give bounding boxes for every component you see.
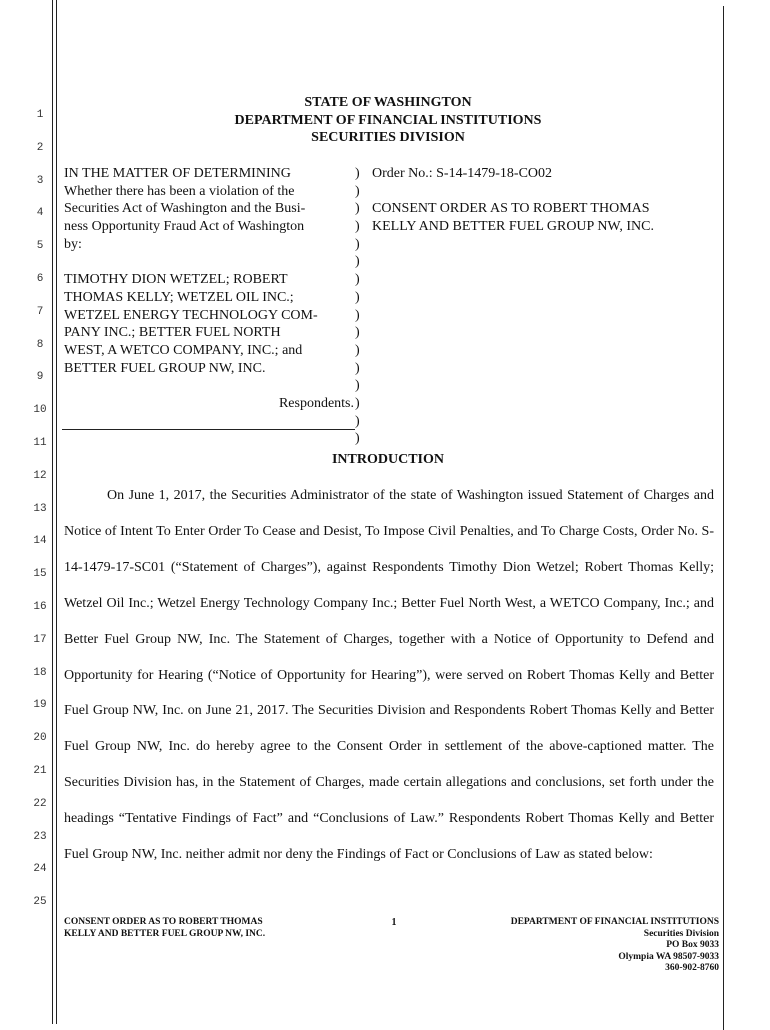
matter-line: Securities Act of Washington and the Busi- [64, 201, 306, 217]
caption-order-block [372, 165, 717, 236]
respondent-line: PANY INC.; BETTER FUEL NORTH [64, 325, 281, 341]
matter-line: IN THE MATTER OF DETERMINING [64, 166, 291, 181]
introduction-paragraph: On June 1, 2017, the Securities Administrator of the state of Washington issued Statement of Charges and Notice of Intent To Enter Order To Cease and Desist, To Impose Civil Penalties, and To Charge Costs, Order No. S-14-1479-17-SC01 (“Statement of Charges”), against Respondents Timothy Dion Wetzel; Robert Thomas Kelly; Wetzel Oil Inc.; Wetzel Energy Technology Company Inc.; Better Fuel North West, a WETCO Company, Inc.; and Better Fuel Group NW, Inc. The Statement of Charges, together with a Notice of Opportunity to Defend and Opportunity for Hearing (“Notice of Opportunity for Hearing”), were served on Robert Thomas Kelly and Better Fuel Group NW, Inc. on June 21, 2017. The Securities Division and Respondents Robert Thomas Kelly and Better Fuel Group NW, Inc. do hereby agree to the Consent Order in settlement of the above-captioned matter. The Securities Division has, in the Statement of Charges, made certain allegations and conclusions, set forth under the headings “Tentative Findings of Fact” and “Conclusions of Law.” Respondents Robert Thomas Kelly and Better Fuel Group NW, Inc. neither admit nor deny the Findings of Fact or Conclusions of Law as stated below: [64, 488, 714, 863]
line-number: 10 [33, 404, 47, 417]
line-number: 12 [33, 469, 47, 482]
line-number: 17 [33, 633, 47, 646]
footer-right-line: DEPARTMENT OF FINANCIAL INSTITUTIONS [510, 917, 719, 927]
caption-paren: ) [355, 219, 360, 235]
right-margin-rule [723, 6, 724, 1030]
line-number: 3 [36, 174, 44, 187]
line-number: 21 [33, 765, 47, 777]
caption-paren: ) [355, 325, 360, 341]
line-number: 1 [36, 109, 44, 121]
caption-paren: ) [355, 201, 360, 217]
line-number: 23 [33, 830, 47, 843]
footer-agency-address [511, 917, 719, 975]
footer-document-title [64, 917, 265, 940]
caption-paren: ) [355, 183, 360, 199]
respondents-label: Respondents. [278, 396, 354, 412]
line-number: 2 [36, 141, 44, 154]
line-number: 4 [36, 207, 44, 220]
caption-paren: ) [355, 254, 360, 270]
caption-paren: ) [355, 378, 360, 394]
line-number: 6 [36, 273, 44, 285]
footer-right-line: Olympia WA 98507-9033 [618, 951, 719, 962]
line-number: 15 [33, 568, 47, 581]
line-number: 5 [36, 240, 44, 253]
matter-line: Whether there has been a violation of the [64, 183, 295, 199]
respondent-line: BETTER FUEL GROUP NW, INC. [64, 360, 266, 376]
header-department: DEPARTMENT OF FINANCIAL INSTITUTIONS [234, 112, 542, 128]
footer-left-line: KELLY AND BETTER FUEL GROUP NW, INC. [64, 928, 266, 939]
caption-paren: ) [355, 431, 360, 447]
order-title-line: CONSENT ORDER AS TO ROBERT THOMAS [372, 201, 650, 217]
section-title-introduction: INTRODUCTION [331, 452, 444, 467]
caption-matter-block [64, 165, 354, 413]
line-number: 20 [33, 732, 47, 745]
caption-paren: ) [355, 342, 360, 358]
line-number: 16 [33, 601, 47, 613]
caption-paren: ) [355, 272, 360, 288]
caption-paren: ) [355, 236, 360, 252]
caption-paren-column [355, 165, 360, 448]
respondent-line: WEST, A WETCO COMPANY, INC.; and [64, 343, 303, 359]
footer-right-line: 360-902-8760 [665, 963, 719, 973]
line-number: 22 [33, 797, 47, 810]
caption-paren: ) [355, 166, 360, 181]
line-number: 19 [33, 699, 47, 712]
caption-paren: ) [355, 289, 360, 305]
header-division: SECURITIES DIVISION [311, 130, 465, 145]
respondent-line: TIMOTHY DION WETZEL; ROBERT [64, 272, 288, 288]
page-number: 1 [391, 917, 397, 928]
line-number: 24 [33, 863, 47, 876]
footer-right-line: Securities Division [643, 928, 719, 939]
caption-paren: ) [355, 395, 360, 411]
line-number: 11 [33, 437, 47, 449]
line-number: 8 [36, 338, 44, 351]
footer-left-line: CONSENT ORDER AS TO ROBERT THOMAS [64, 917, 263, 927]
matter-line: ness Opportunity Fraud Act of Washington [64, 219, 305, 235]
line-number: 18 [33, 666, 47, 679]
order-title-line: KELLY AND BETTER FUEL GROUP NW, INC. [372, 219, 654, 235]
caption-underline [62, 429, 355, 430]
line-number: 25 [33, 896, 47, 909]
caption-paren: ) [355, 413, 360, 429]
line-number: 14 [33, 535, 47, 548]
caption-paren: ) [355, 360, 360, 376]
footer-right-line: PO Box 9033 [666, 940, 719, 950]
order-number: Order No.: S-14-1479-18-CO02 [372, 166, 553, 181]
matter-line: by: [64, 236, 82, 252]
respondent-line: THOMAS KELLY; WETZEL OIL INC.; [64, 289, 294, 305]
caption-paren: ) [355, 307, 360, 323]
document-header [60, 94, 716, 147]
header-state: STATE OF WASHINGTON [304, 95, 472, 110]
line-number: 9 [36, 371, 44, 384]
line-number: 7 [36, 305, 44, 318]
respondent-line: WETZEL ENERGY TECHNOLOGY COM- [64, 307, 318, 323]
line-number: 13 [33, 502, 47, 515]
